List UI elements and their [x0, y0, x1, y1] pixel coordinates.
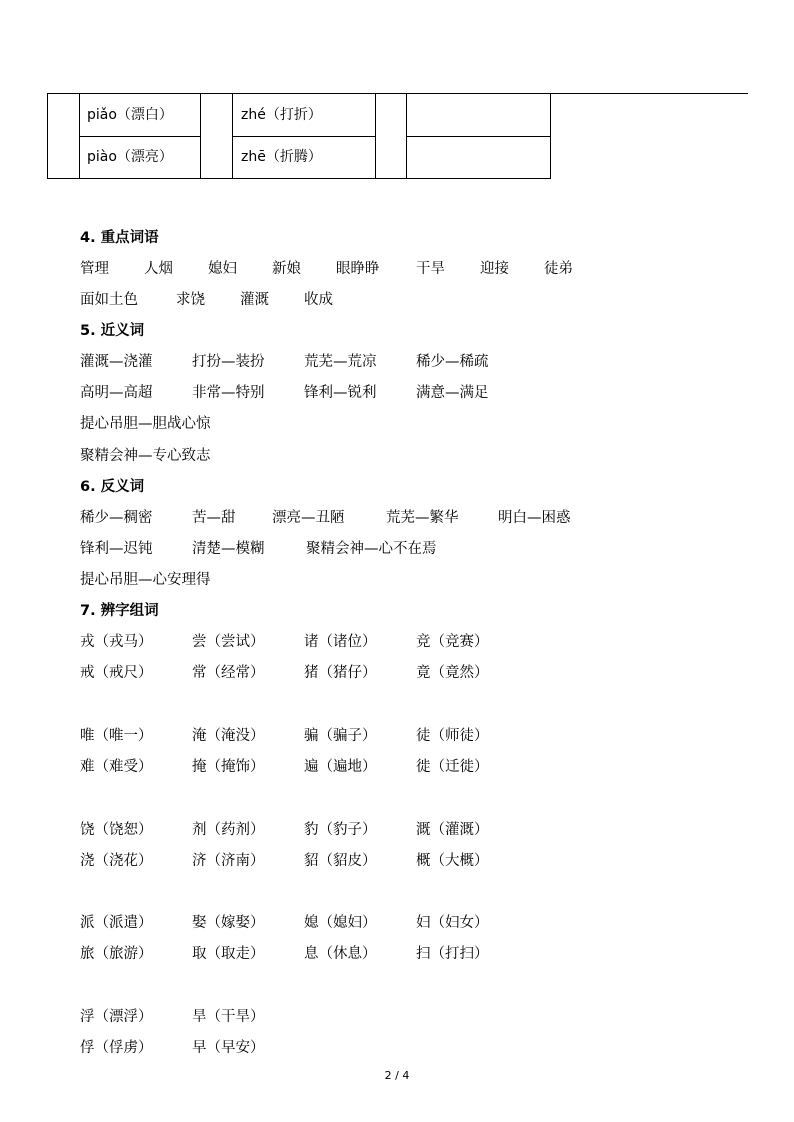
table-border [79, 136, 200, 137]
word-item: 提心吊胆—心安理得 [80, 572, 211, 588]
char-pair: 派（派遣） [80, 915, 153, 931]
char-pair: 竟（竟然） [416, 665, 489, 681]
word-item: 非常—特别 [192, 385, 265, 401]
table-cell: zhé（打折） [241, 107, 322, 123]
char-pair: 取（取走） [192, 946, 265, 962]
char-pair: 猪（猪仔） [304, 665, 377, 681]
char-pair: 淹（淹没） [192, 728, 265, 744]
char-pair: 唯（唯一） [80, 728, 153, 744]
word-item: 收成 [304, 292, 333, 308]
word-item: 苦—甜 [192, 510, 236, 526]
char-pair: 尝（尝试） [192, 634, 265, 650]
char-pair: 概（大概） [416, 853, 489, 869]
section-heading: 7. 辨字组词 [80, 603, 159, 619]
table-cell: zhē（折腾） [241, 149, 322, 165]
word-item: 打扮—装扮 [192, 354, 265, 370]
char-pair: 济（济南） [192, 853, 265, 869]
page-number: 2 / 4 [384, 1069, 410, 1082]
word-item: 求饶 [176, 292, 205, 308]
word-item: 聚精会神—专心致志 [80, 448, 211, 464]
char-pair: 旱（干旱） [192, 1009, 265, 1025]
word-item: 荒芜—荒凉 [304, 354, 377, 370]
char-pair: 媳（媳妇） [304, 915, 377, 931]
char-pair: 难（难受） [80, 759, 153, 775]
word-item: 明白—困惑 [498, 510, 571, 526]
word-item: 灌溉 [240, 292, 269, 308]
table-border [47, 178, 551, 179]
word-item: 面如土色 [80, 292, 138, 308]
char-pair: 貂（貂皮） [304, 853, 377, 869]
char-pair: 早（早安） [192, 1040, 265, 1056]
char-pair: 旅（旅游） [80, 946, 153, 962]
char-pair: 徒（师徒） [416, 728, 489, 744]
word-item: 稀少—稠密 [80, 510, 153, 526]
section-heading: 6. 反义词 [80, 479, 145, 495]
section-heading: 5. 近义词 [80, 323, 145, 339]
char-pair: 息（休息） [304, 946, 377, 962]
word-item: 眼睁睁 [336, 261, 380, 277]
char-pair: 骗（骗子） [304, 728, 377, 744]
char-pair: 娶（嫁娶） [192, 915, 265, 931]
char-pair: 饶（饶恕） [80, 822, 153, 838]
word-item: 高明—高超 [80, 385, 153, 401]
char-pair: 浇（浇花） [80, 853, 153, 869]
char-pair: 诸（诸位） [304, 634, 377, 650]
table-border [406, 136, 551, 137]
char-pair: 掩（掩饰） [192, 759, 265, 775]
word-item: 荒芜—繁华 [386, 510, 459, 526]
word-item: 满意—满足 [416, 385, 489, 401]
char-pair: 戎（戎马） [80, 634, 153, 650]
table-cell: piǎo（漂白） [87, 107, 173, 123]
table-border [375, 94, 376, 179]
word-item: 漂亮—丑陋 [272, 510, 345, 526]
char-pair: 常（经常） [192, 665, 265, 681]
char-pair: 扫（打扫） [416, 946, 489, 962]
word-item: 徒弟 [544, 261, 573, 277]
word-item: 清楚—模糊 [192, 541, 265, 557]
word-item: 迎接 [480, 261, 509, 277]
word-item: 管理 [80, 261, 109, 277]
table-cell: piào（漂亮） [87, 149, 173, 165]
word-item: 锋利—迟钝 [80, 541, 153, 557]
word-item: 提心吊胆—胆战心惊 [80, 416, 211, 432]
word-item: 媳妇 [208, 261, 237, 277]
char-pair: 剂（药剂） [192, 822, 265, 838]
char-pair: 妇（妇女） [416, 915, 489, 931]
char-pair: 豹（豹子） [304, 822, 377, 838]
word-item: 稀少—稀疏 [416, 354, 489, 370]
word-item: 人烟 [144, 261, 173, 277]
table-border [200, 94, 201, 179]
char-pair: 俘（俘虏） [80, 1040, 153, 1056]
char-pair: 徙（迁徙） [416, 759, 489, 775]
word-item: 聚精会神—心不在焉 [306, 541, 437, 557]
word-item: 锋利—锐利 [304, 385, 377, 401]
section-heading: 4. 重点词语 [80, 230, 159, 246]
word-item: 灌溉—浇灌 [80, 354, 153, 370]
char-pair: 浮（漂浮） [80, 1009, 153, 1025]
char-pair: 溉（灌溉） [416, 822, 489, 838]
word-item: 新娘 [272, 261, 301, 277]
table-border [47, 94, 48, 179]
char-pair: 遍（遍地） [304, 759, 377, 775]
char-pair: 戒（戒尺） [80, 665, 153, 681]
word-item: 干旱 [416, 261, 445, 277]
char-pair: 竞（竞赛） [416, 634, 489, 650]
pronunciation-table [47, 94, 551, 179]
table-border [232, 136, 375, 137]
